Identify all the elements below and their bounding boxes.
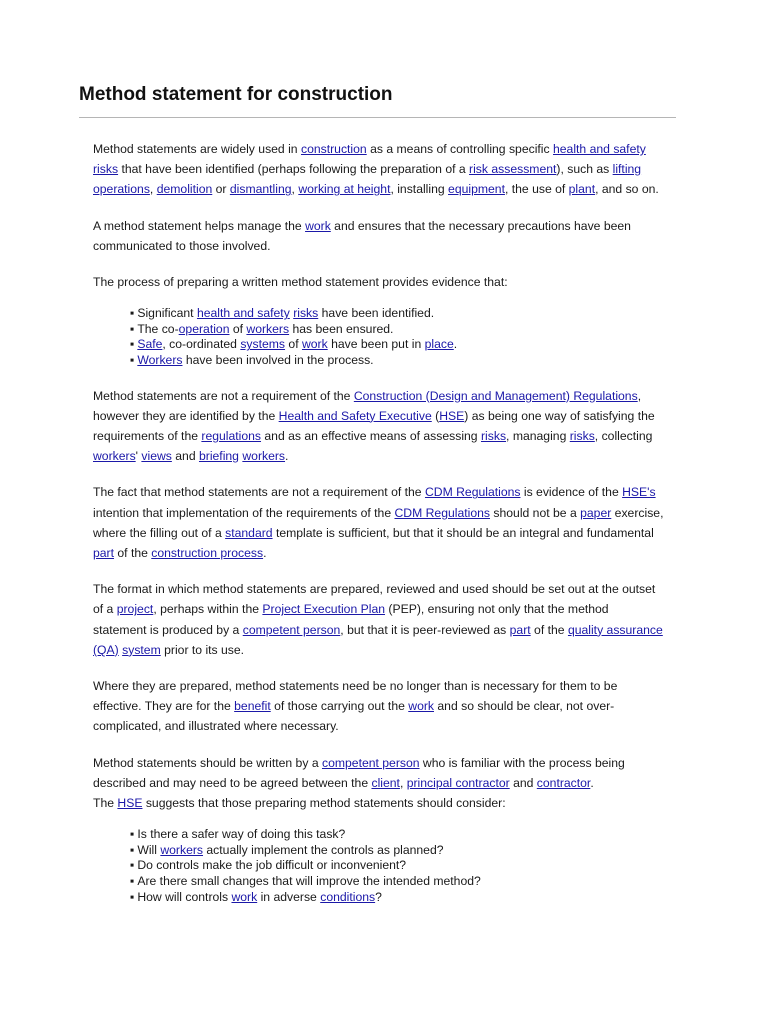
title-divider	[79, 117, 676, 118]
text-run: Method statements are not a requirement of the	[93, 388, 354, 403]
text-run: '	[135, 449, 142, 464]
inline-link[interactable]: Workers	[137, 353, 183, 367]
text-run: .	[453, 337, 458, 352]
text-run: is evidence of the	[520, 485, 623, 500]
text-run: as a means of controlling specific	[366, 142, 553, 156]
text-run: , co-ordinated	[162, 337, 241, 352]
page-title: Method statement for construction	[79, 84, 393, 105]
inline-link[interactable]: work	[305, 218, 331, 233]
inline-link[interactable]: Health and Safety Executive	[278, 408, 432, 423]
inline-link[interactable]: construction	[300, 142, 367, 156]
inline-link[interactable]: work	[408, 699, 434, 714]
inline-link[interactable]: health and safety	[553, 142, 646, 156]
text-run: Are there small changes that will improve the intended method?	[137, 874, 481, 889]
inline-link[interactable]: paper	[580, 505, 612, 520]
inline-link[interactable]: dismantling	[229, 182, 292, 197]
inline-link[interactable]: risk assessment	[469, 162, 557, 177]
text-run: exercise, where the filling out of a	[93, 505, 664, 540]
inline-link[interactable]: HSE	[439, 408, 465, 423]
text-run: of the	[114, 546, 152, 561]
inline-link[interactable]: workers	[242, 449, 286, 464]
list-item	[130, 337, 665, 353]
text-run: A method statement helps manage the	[93, 218, 306, 233]
inline-link[interactable]: Construction (Design and Management) Regulations	[353, 388, 638, 403]
list-item	[130, 353, 665, 369]
inline-link[interactable]: benefit	[234, 699, 271, 714]
text-run: intention that implementation of the requirements of the	[93, 505, 395, 520]
inline-link[interactable]: part	[93, 546, 115, 561]
text-run: have been involved in the process.	[182, 353, 374, 367]
inline-link[interactable]: operation	[178, 321, 230, 336]
text-run: and so should be clear, not over-complicated, and illustrated where necessary.	[93, 699, 615, 734]
text-run: of	[285, 337, 302, 352]
text-run: .	[285, 449, 289, 464]
text-run: , and so on.	[595, 182, 659, 197]
inline-link[interactable]: lifting operations	[93, 162, 642, 197]
inline-link[interactable]: quality assurance (QA)	[93, 622, 663, 657]
text-run: Method statements are widely used in	[93, 142, 301, 156]
inline-link[interactable]: competent person	[321, 755, 420, 770]
text-run: (	[431, 408, 440, 423]
list-item	[130, 843, 665, 859]
text-run: prior to its use.	[160, 642, 245, 657]
paragraph	[93, 753, 665, 814]
inline-link[interactable]: part	[509, 622, 531, 637]
list-item	[130, 827, 665, 843]
inline-link[interactable]: work	[231, 889, 258, 904]
text-run: , managing	[506, 429, 570, 443]
inline-link[interactable]: working at height	[298, 182, 391, 197]
text-run: of	[229, 321, 247, 336]
text-run: , perhaps within the	[153, 602, 263, 617]
text-run: or	[212, 182, 230, 197]
inline-link[interactable]: risks	[93, 162, 119, 177]
paragraph	[93, 386, 665, 467]
text-run: who is familiar with the process being described and may need to be agreed between the	[93, 755, 625, 790]
text-run: ) as being one way of satisfying the requirements of the	[93, 408, 655, 443]
paragraph	[93, 676, 665, 737]
inline-link[interactable]: risks	[293, 306, 319, 321]
text-run: , but that it is peer-reviewed as	[340, 622, 510, 637]
inline-link[interactable]: Project Execution Plan	[262, 602, 386, 617]
text-run: should not be a	[490, 505, 581, 520]
inline-link[interactable]: HSE	[117, 796, 143, 811]
text-run: , however they are identified by the	[93, 388, 642, 423]
text-run: actually implement the controls as planned?	[203, 842, 444, 857]
inline-link[interactable]: demolition	[156, 182, 213, 197]
inline-link[interactable]: risks	[480, 429, 507, 443]
list-item	[130, 322, 665, 338]
inline-link[interactable]: plant	[568, 182, 596, 197]
text-run: The process of preparing a written method statement provides evidence that:	[93, 275, 508, 290]
list-item	[130, 306, 665, 322]
text-run: The	[93, 796, 118, 811]
inline-link[interactable]: risks	[569, 429, 595, 443]
paragraph	[93, 579, 665, 660]
text-run: have been put in	[327, 337, 425, 352]
text-run: of the	[530, 622, 568, 637]
text-run: suggests that those preparing method statements should consider:	[142, 796, 506, 811]
text-run: Is there a safer way of doing this task?	[137, 827, 346, 842]
inline-link[interactable]: workers	[246, 321, 290, 336]
text-run: and as an effective means of assessing	[261, 429, 481, 443]
article-body	[93, 139, 665, 922]
text-run: have been identified.	[318, 306, 435, 321]
text-run: template is sufficient, but that it should be an integral and fundamental	[272, 525, 654, 540]
inline-link[interactable]: work	[301, 337, 328, 352]
paragraph	[93, 216, 665, 256]
inline-link[interactable]: place	[424, 337, 454, 352]
text-run: ,	[399, 775, 407, 790]
inline-link[interactable]: standard	[225, 525, 273, 540]
inline-link[interactable]: system	[122, 642, 161, 657]
inline-link[interactable]: construction process	[151, 546, 264, 561]
inline-link[interactable]: conditions	[320, 889, 376, 904]
inline-link[interactable]: principal contractor	[406, 775, 510, 790]
considerations-list	[93, 827, 665, 905]
text-run: .	[590, 775, 594, 790]
inline-link[interactable]: workers	[160, 842, 204, 857]
text-run: ?	[375, 889, 382, 904]
text-run: Method statements should be written by a	[93, 755, 322, 770]
text-run: The fact that method statements are not a requirement of the	[93, 485, 425, 500]
text-run: ,	[291, 182, 299, 197]
inline-link[interactable]: client	[371, 775, 400, 790]
text-run: , the use of	[504, 182, 569, 197]
text-run: , installing	[390, 182, 449, 197]
text-run: ,	[149, 182, 157, 197]
paragraph	[93, 139, 665, 200]
inline-link[interactable]: views	[141, 449, 172, 464]
inline-link[interactable]: CDM Regulations	[424, 485, 521, 500]
text-run: Will	[137, 842, 161, 857]
text-run: How will controls	[137, 889, 232, 904]
inline-link[interactable]: project	[116, 602, 154, 617]
inline-link[interactable]: systems	[240, 337, 286, 352]
inline-link[interactable]: equipment	[448, 182, 505, 197]
text-run: .	[263, 546, 267, 561]
paragraph	[93, 482, 665, 563]
inline-link[interactable]: briefing	[198, 449, 239, 464]
text-run: , collecting	[594, 429, 653, 443]
text-run: Do controls make the job difficult or inconvenient?	[137, 858, 407, 873]
text-run: The co-	[137, 321, 179, 336]
inline-link[interactable]: CDM Regulations	[394, 505, 490, 520]
evidence-list	[93, 306, 665, 368]
inline-link[interactable]: workers	[93, 449, 136, 464]
inline-link[interactable]: HSE's	[622, 485, 656, 500]
list-item	[130, 858, 665, 874]
inline-link[interactable]: contractor	[536, 775, 591, 790]
list-item	[130, 890, 665, 906]
paragraph	[93, 272, 665, 292]
text-run: has been ensured.	[289, 321, 394, 336]
text-run: (PEP), ensuring not only that the method statement is produced by a	[93, 602, 609, 637]
text-run: and	[509, 775, 537, 790]
text-run: and	[171, 449, 199, 464]
text-run: of those carrying out the	[270, 699, 409, 714]
text-run: Where they are prepared, method statements need be no longer than is necessary for them to be effective. They are for the	[93, 679, 618, 714]
inline-link[interactable]: competent person	[242, 622, 341, 637]
text-run: ), such as	[556, 162, 613, 177]
inline-link[interactable]: Safe	[137, 337, 163, 352]
text-run: in adverse	[257, 889, 321, 904]
text-run: Significant	[137, 306, 197, 321]
inline-link[interactable]: health and safety	[196, 306, 290, 321]
inline-link[interactable]: regulations	[201, 429, 262, 443]
text-run: and ensures that the necessary precautions have been communicated to those involved.	[93, 218, 631, 253]
list-item	[130, 874, 665, 890]
text-run: that have been identified (perhaps following the preparation of a	[118, 162, 470, 177]
text-run: The format in which method statements are prepared, reviewed and used should be set out at the outset of a	[93, 582, 656, 617]
